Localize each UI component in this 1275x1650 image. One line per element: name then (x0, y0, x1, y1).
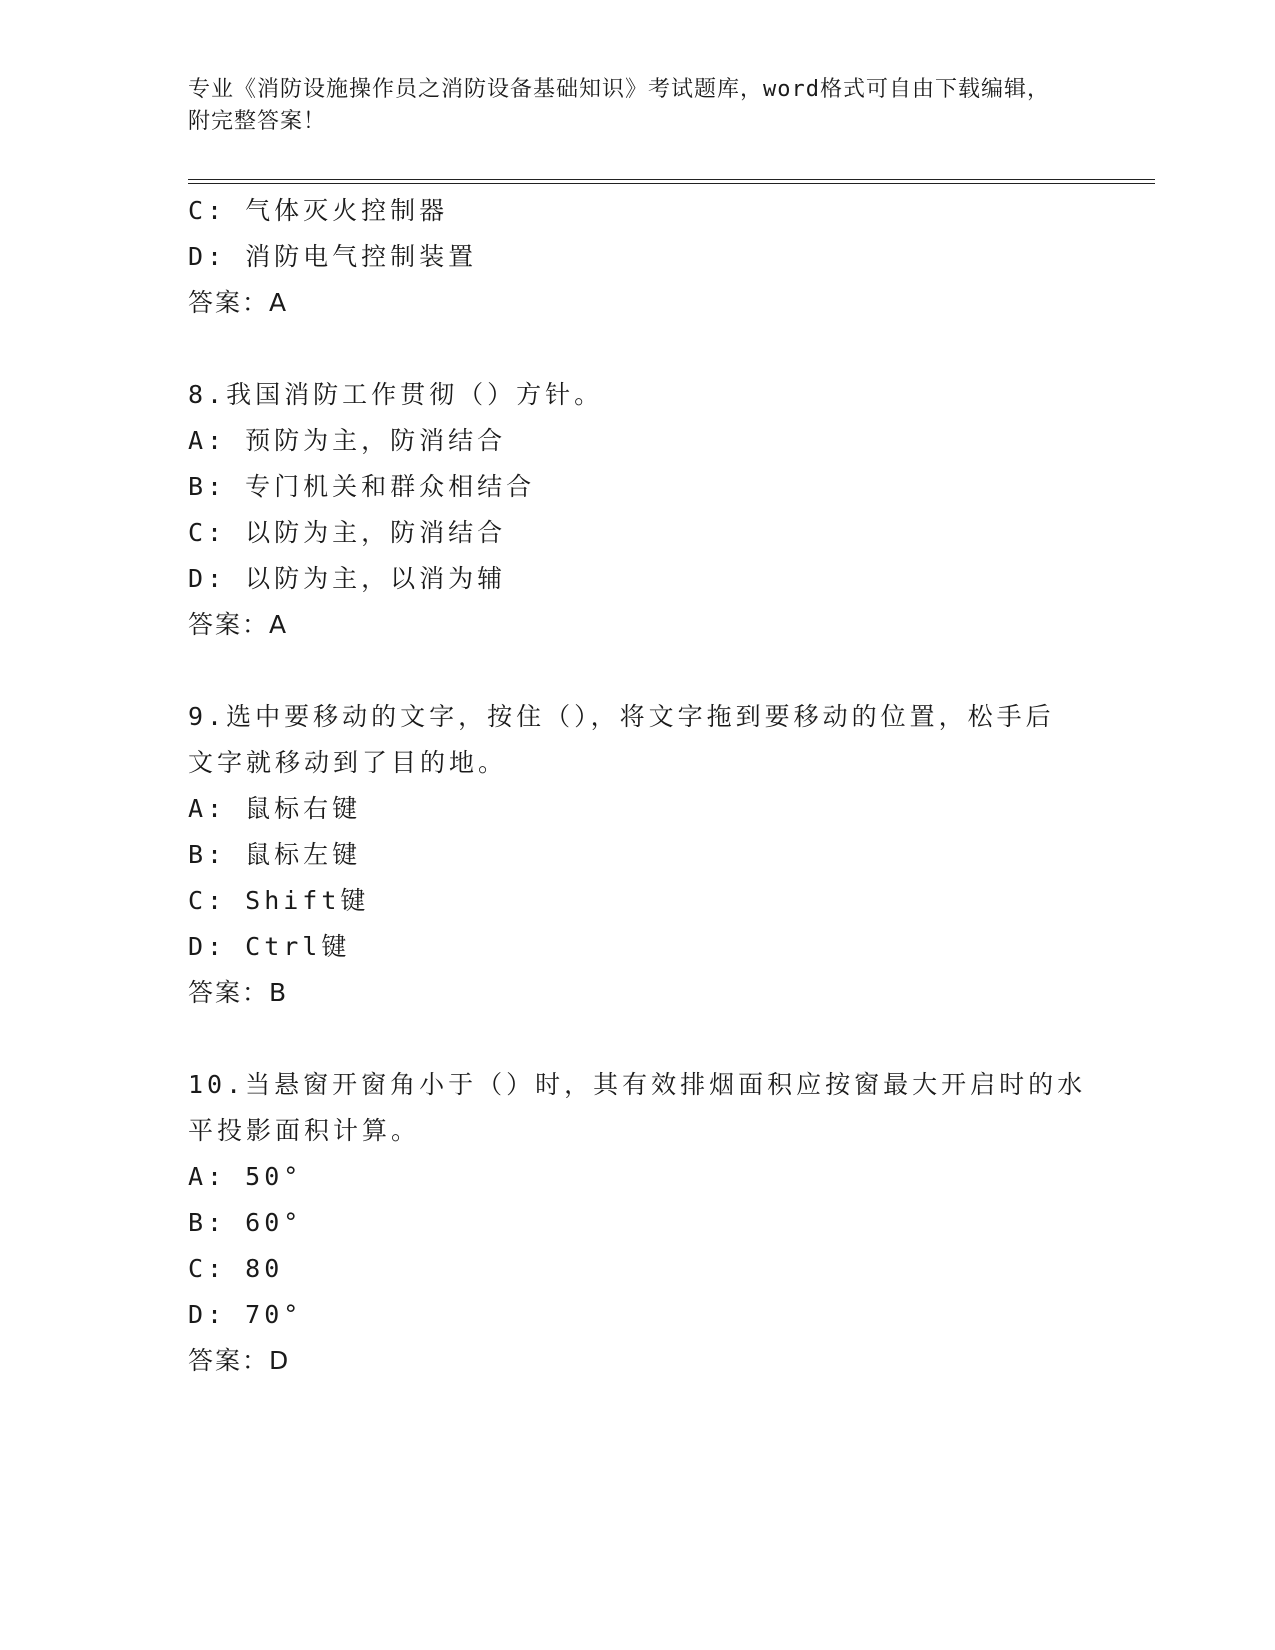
option-a: A: 50° (188, 1162, 303, 1191)
option-c: C: 气体灭火控制器 (188, 196, 449, 225)
spacer (188, 326, 1088, 372)
option-d: D: 以防为主，以消为辅 (188, 564, 507, 593)
question-text-line-2: 文字就移动到了目的地。 (188, 748, 508, 777)
option-d: D: Ctrl键 (188, 932, 351, 961)
option-b: B: 60° (188, 1208, 303, 1237)
spacer (188, 1016, 1088, 1062)
question-text-line-1: 10.当悬窗开窗角小于（）时，其有效排烟面积应按窗最大开启时的水 (188, 1070, 1087, 1099)
option-c: C: 80 (188, 1254, 284, 1283)
answer-line: 答案：A (188, 288, 289, 317)
question-8 (188, 372, 1088, 648)
header-text: 专业《消防设施操作员之消防设备基础知识》考试题库，word格式可自由下载编辑，附完整答案！ (188, 77, 1050, 134)
question-10 (188, 1062, 1088, 1384)
header-divider (188, 179, 1155, 184)
answer-line: 答案：A (188, 610, 289, 639)
option-b: B: 专门机关和群众相结合 (188, 472, 536, 501)
option-d: D: 70° (188, 1300, 303, 1329)
carryover-block (188, 188, 1088, 326)
question-text-line-1: 9.选中要移动的文字，按住（），将文字拖到要移动的位置，松手后 (188, 702, 1055, 731)
option-a: A: 鼠标右键 (188, 794, 362, 823)
option-a: A: 预防为主，防消结合 (188, 426, 507, 455)
option-d: D: 消防电气控制装置 (188, 242, 478, 271)
question-9 (188, 694, 1088, 1016)
option-b: B: 鼠标左键 (188, 840, 362, 869)
page-header (188, 74, 1068, 138)
question-text-line-2: 平投影面积计算。 (188, 1116, 421, 1145)
document-body (188, 188, 1088, 1384)
answer-line: 答案：B (188, 978, 289, 1007)
option-c: C: Shift键 (188, 886, 370, 915)
option-c: C: 以防为主，防消结合 (188, 518, 507, 547)
answer-line: 答案：D (188, 1346, 291, 1375)
spacer (188, 648, 1088, 694)
question-text: 8.我国消防工作贯彻（）方针。 (188, 380, 604, 409)
